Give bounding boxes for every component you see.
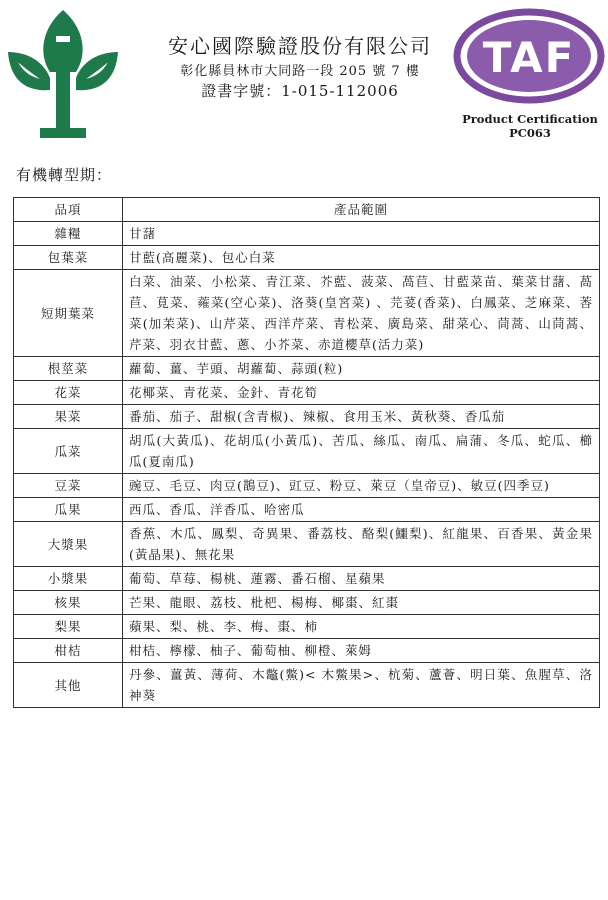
- company-address: 彰化縣員林市大同路一段 205 號 7 樓: [180, 64, 420, 79]
- table-row: [14, 357, 600, 381]
- table-row: [14, 567, 600, 591]
- table-row: [14, 663, 600, 708]
- company-name: 安心國際驗證股份有限公司: [168, 34, 432, 58]
- table-row: [14, 522, 600, 567]
- row-scope: 甘藍(高麗菜)、包心白菜: [123, 246, 600, 270]
- accreditation-line1: Product Certification: [462, 112, 598, 126]
- row-scope: 番茄、茄子、甜椒(含青椒)、辣椒、食用玉米、黃秋葵、香瓜茄: [123, 405, 600, 429]
- table-row: [14, 381, 600, 405]
- row-scope: 芒果、龍眼、荔枝、枇杷、楊梅、椰棗、紅棗: [123, 591, 600, 615]
- table-row: [14, 591, 600, 615]
- row-scope: 香蕉、木瓜、鳳梨、奇異果、番荔枝、酪梨(鱷梨)、紅龍果、百香果、黃金果(黃晶果)、無花果: [123, 522, 600, 567]
- row-item: 根莖菜: [14, 357, 123, 381]
- row-item: 花菜: [14, 381, 123, 405]
- table-row: [14, 222, 600, 246]
- row-scope: 柑桔、檸檬、柚子、葡萄柚、柳橙、萊姆: [123, 639, 600, 663]
- table-row: [14, 270, 600, 357]
- row-scope: 蘿蔔、薑、芋頭、胡蘿蔔、蒜頭(粒): [123, 357, 600, 381]
- table-row: [14, 246, 600, 270]
- row-scope: 蘋果、梨、桃、李、梅、棗、柿: [123, 615, 600, 639]
- company-leaf-logo: [6, 6, 120, 140]
- row-item: 短期葉菜: [14, 270, 123, 357]
- table-header-row: [14, 198, 600, 222]
- table-row: [14, 615, 600, 639]
- row-item: 瓜菜: [14, 429, 123, 474]
- row-scope: 西瓜、香瓜、洋香瓜、哈密瓜: [123, 498, 600, 522]
- row-item: 雜糧: [14, 222, 123, 246]
- row-item: 豆菜: [14, 474, 123, 498]
- taf-logo-text: TAF: [482, 33, 576, 82]
- column-header-item: 品項: [14, 198, 123, 222]
- row-scope: 花椰菜、青花菜、金針、青花筍: [123, 381, 600, 405]
- row-scope: 白菜、油菜、小松菜、青江菜、芥藍、菠菜、萵苣、甘藍菜苗、葉菜甘藷、萵苣、莧菜、蕹菜(空心菜)、洛葵(皇宮菜) 、芫荽(香菜)、白鳳菜、芝麻菜、莕菜(加苿菜)、山芹菜、西洋芹菜、青松菜、廣島菜、甜菜心、茼蒿、山茼蒿、芹菜、羽衣甘藍、蔥、小芥菜、赤道櫻草(活力菜): [123, 270, 600, 357]
- accreditation-label: [458, 112, 602, 140]
- row-item: 核果: [14, 591, 123, 615]
- row-item: 梨果: [14, 615, 123, 639]
- row-scope: 豌豆、毛豆、肉豆(鵲豆)、豇豆、粉豆、萊豆（皇帝豆)、敏豆(四季豆): [123, 474, 600, 498]
- certificate-number: 證書字號：1-015-112006: [201, 82, 399, 100]
- row-scope: 胡瓜(大黃瓜)、花胡瓜(小黃瓜)、苦瓜、絲瓜、南瓜、扁蒲、冬瓜、蛇瓜、櫛瓜(夏南瓜): [123, 429, 600, 474]
- row-scope: 丹參、薑黃、薄荷、木鼈(鱉)< 木鱉果>、杭菊、蘆薈、明日葉、魚腥草、洛神葵: [123, 663, 600, 708]
- accreditation-line2: PC063: [509, 126, 551, 140]
- table-row: [14, 405, 600, 429]
- section-title: 有機轉型期：: [16, 166, 113, 184]
- row-item: 果菜: [14, 405, 123, 429]
- row-item: 大漿果: [14, 522, 123, 567]
- product-scope-table: [13, 197, 600, 708]
- row-scope: 葡萄、草莓、楊桃、蓮霧、番石榴、星蘋果: [123, 567, 600, 591]
- row-scope: 甘藷: [123, 222, 600, 246]
- row-item: 小漿果: [14, 567, 123, 591]
- row-item: 包葉菜: [14, 246, 123, 270]
- table-row: [14, 429, 600, 474]
- table-row: [14, 498, 600, 522]
- column-header-scope: 產品範圍: [123, 198, 600, 222]
- table-row: [14, 474, 600, 498]
- taf-logo: [453, 4, 605, 108]
- row-item: 其他: [14, 663, 123, 708]
- table-row: [14, 639, 600, 663]
- row-item: 柑桔: [14, 639, 123, 663]
- row-item: 瓜果: [14, 498, 123, 522]
